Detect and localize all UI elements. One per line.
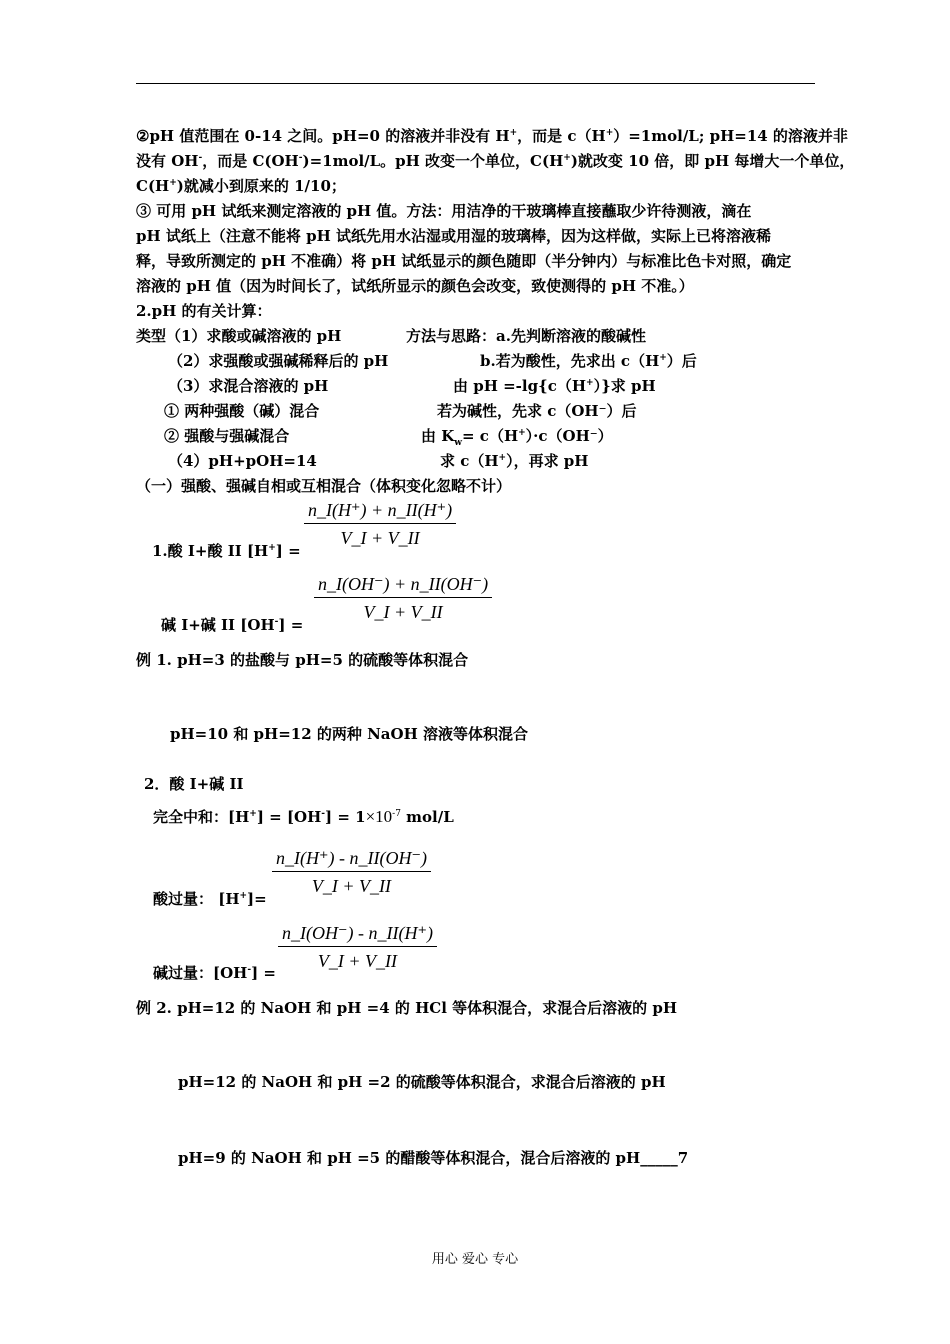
para-test-paper-line3: 释，导致所测定的 pH 不准确）将 pH 试纸显示的颜色随即（半分钟内）与标准比色卡对照，确定: [136, 252, 792, 270]
formula-acid-acid: $\frac{n\_I(H^+) + n\_II(H^+)}{V\_I + V\_II}$: [304, 500, 456, 549]
para-ph-range-line2: 没有 OH-，而是 C(OH-)=1mol/L。pH 改变一个单位，C(H+)就改变 10 倍，即 pH 每增大一个单位，: [136, 152, 855, 170]
para-test-paper-line4: 溶液的 pH 值（因为时间长了，试纸所显示的颜色会改变，致使测得的 pH 不准。）: [136, 277, 694, 295]
example-2-question-1: 例 2. pH=12 的 NaOH 和 pH =4 的 HCl 等体积混合，求混合后溶液的 pH: [136, 999, 678, 1017]
formula-base-base: $\frac{n\_I(OH^-) + n\_II(OH^-)}{V\_I + V\_II}$: [314, 574, 492, 623]
type-3: （3）求混合溶液的 pH: [168, 377, 329, 395]
complete-neutralization: 完全中和：$[H^+] = [OH^-] = 1\times 10^{-7}$ mol/L: [153, 807, 454, 826]
para-test-paper-line1: ③ 可用 pH 试纸来测定溶液的 pH 值。方法：用洁净的干玻璃棒直接蘸取少许待测液，滴在: [136, 202, 752, 220]
method-6: 求 c（H+），再求 pH: [440, 452, 589, 470]
label-acid-excess: 酸过量： [H+]=: [153, 890, 267, 908]
example-1-question-2: pH=10 和 pH=12 的两种 NaOH 溶液等体积混合: [170, 725, 528, 743]
para-test-paper-line2: pH 试纸上（注意不能将 pH 试纸先用水沾湿或用湿的玻璃棒，因为这样做，实际上已将溶液稀: [136, 227, 771, 245]
formula-acid-excess: $\frac{n\_I(H^+) - n\_II(OH^-)}{V\_I + V\_II}$: [272, 848, 431, 897]
method-3: 由 pH =-lg{c（H+）}求 pH: [453, 377, 656, 395]
section-title-calculation: 2.pH 的有关计算：: [136, 302, 272, 320]
type-3-sub2: ② 强酸与强碱混合: [164, 427, 290, 445]
example-1-question-1: 例 1. pH=3 的盐酸与 pH=5 的硫酸等体积混合: [136, 651, 469, 669]
type-4: （4）pH+pOH=14: [168, 452, 317, 470]
method-1: 方法与思路：a.先判断溶液的酸碱性: [406, 327, 646, 345]
example-2-question-2: pH=12 的 NaOH 和 pH =2 的硫酸等体积混合，求混合后溶液的 pH: [178, 1073, 666, 1091]
type-1: 类型（1）求酸或碱溶液的 pH: [136, 327, 342, 345]
subsection-strong-mixing: （一）强酸、强碱自相或互相混合（体积变化忽略不计）: [136, 477, 512, 495]
type-2: （2）求强酸或强碱稀释后的 pH: [168, 352, 389, 370]
method-4: 若为碱性，先求 c（OH⁻）后: [437, 402, 637, 420]
label-base-excess: 碱过量：[OH-] =: [153, 964, 276, 982]
formula-base-excess: $\frac{n\_I(OH^-) - n\_II(H^+)}{V\_I + V\_II}$: [278, 923, 437, 972]
page-footer: 用心 爱心 专心: [431, 1252, 519, 1267]
method-5: 由 $K_w= c(H^+)\cdot c(OH^-)$: [421, 427, 613, 448]
method-2: b.若为酸性，先求出 c（H+）后: [480, 352, 697, 370]
example-2-question-3: pH=9 的 NaOH 和 pH =5 的醋酸等体积混合，混合后溶液的 pH_____7: [178, 1149, 689, 1167]
type-3-sub1: ① 两种强酸（碱）混合: [164, 402, 320, 420]
header-rule: [136, 83, 815, 84]
label-acid-acid: 1.酸 I+酸 II [H+] =: [152, 542, 301, 560]
para-ph-range-line3: C(H+)就减小到原来的 1/10；: [136, 177, 346, 195]
label-base-base: 碱 I+碱 II [OH-] =: [161, 616, 304, 634]
section-acid-base: 2．酸 I+碱 II: [144, 775, 244, 793]
para-ph-range-line1: ②pH 值范围在 0-14 之间。pH=0 的溶液并非没有 H+，而是 c（H+）=1mol/L; pH=14 的溶液并非: [136, 127, 848, 145]
